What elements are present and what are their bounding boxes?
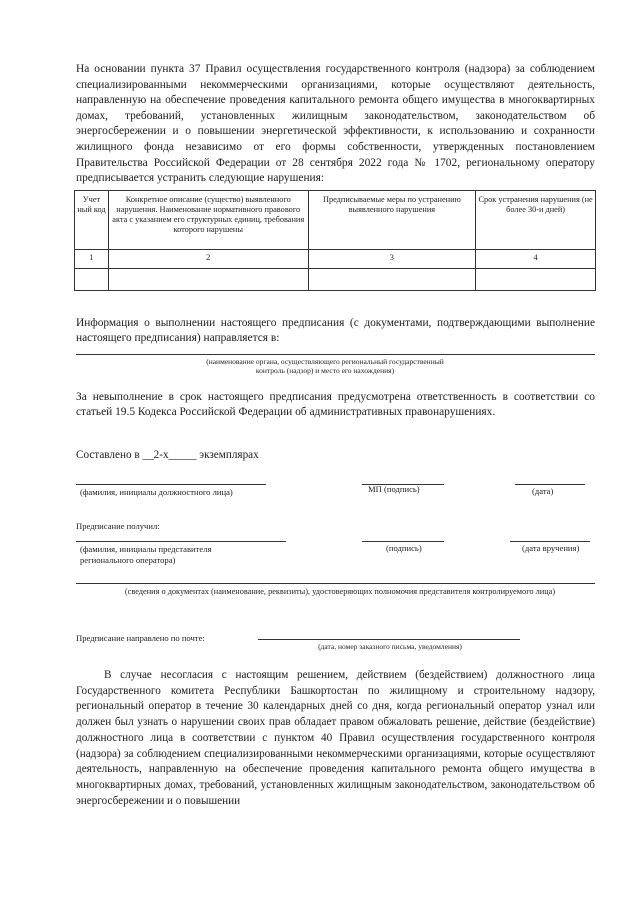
appeal-paragraph: В случае несогласия с настоящим решением, действием (бездействием) должностного лица Государственного комитета Республики Башкортостан по жилищному и строительному надзору, региональный оператор в течение 30 календарных дней со дня, когда региональный оператор узнал или должен был узнать о нарушении своих прав обладает правом обжаловать решение, действие (бездействие) должностного лица в соответствии с пунктом 40 Правил осуществления государственного контроля (надзора) за соблюдением специализированными некоммерческими организациями, которые осуществляют деятельность, направленную на обеспечение проведения капитального ремонта общего имущества в многоквартирных домах, требований, установленных жилищным законодательством, законодательством об энергосбережении и о повышении [76,669,595,807]
documents-line [76,583,595,584]
received-label: Предписание получил: [76,521,160,531]
empty-cell [75,269,109,291]
mail-label: Предписание направлено по почте: [76,633,205,643]
column-number: 2 [108,250,308,269]
empty-cell [308,269,476,291]
responsibility-paragraph: За невыполнение в срок настоящего предписания предусмотрена ответственность в соответствии со статьей 19.5 Кодекса Российской Федерации об административных правонарушениях. [76,391,595,419]
header-measures: Предписываемые меры по устранению выявленного нарушения [308,191,476,250]
column-number: 3 [308,250,476,269]
mp-signature-caption: МП (подпись) [368,484,420,494]
column-number: 1 [75,250,109,269]
mail-caption: (дата, номер заказного письма, уведомления) [318,642,462,651]
received-date-line [510,541,590,542]
empty-cell [108,269,308,291]
documents-caption: (сведения о документах (наименование, реквизиты), удостоверяющих полномочия представителя контролируемого лица) [124,587,556,596]
header-code: Учет ный код [75,191,109,250]
date-line [515,484,585,485]
header-description: Конкретное описание (существо) выявленного нарушения. Наименование нормативного правового акта с указанием его структурных единиц, требования которого нарушены [108,191,308,250]
violations-table [74,190,596,291]
official-signature-line [76,484,266,485]
date-caption: (дата) [532,486,554,496]
received-signature-caption: (подпись) [386,543,422,553]
received-name-caption: (фамилия, инициалы представителя регионального оператора) [80,544,212,565]
empty-cell [476,269,596,291]
received-signature-line [362,541,444,542]
received-date-caption: (дата вручения) [522,543,580,553]
header-deadline: Срок устранения нарушения (не более 30-и дней) [476,191,596,250]
mail-line [258,639,520,640]
column-number: 4 [476,250,596,269]
info-line [76,354,595,355]
official-caption: (фамилия, инициалы должностного лица) [80,487,233,497]
info-caption: (наименование органа, осуществляющего региональный государственный контроль (надзор) и место его нахождения) [206,357,444,375]
intro-paragraph: На основании пункта 37 Правил осуществления государственного контроля (надзора) за соблюдением специализированными некоммерческими организациями, которые осуществляют деятельность, направленную на обеспечение проведения капитального ремонта общего имущества в многоквартирных домах, требований, установленных жилищным законодательством, законодательством об энергосбережении и о повышении энергетической эффективности, к использованию и сохранности жилищного фонда независимо от его формы собственности, утвержденных постановлением Правительства Российской Федерации от 28 сентября 2022 года № 1702, региональному оператору предписывается устранить следующие нарушения: [76,63,595,185]
copies-text: Составлено в __2-х_____ экземплярах [76,449,259,461]
received-name-line [76,541,286,542]
info-paragraph: Информация о выполнении настоящего предписания (с документами, подтверждающими выполнение настоящего предписания) направляется в: [76,317,595,344]
